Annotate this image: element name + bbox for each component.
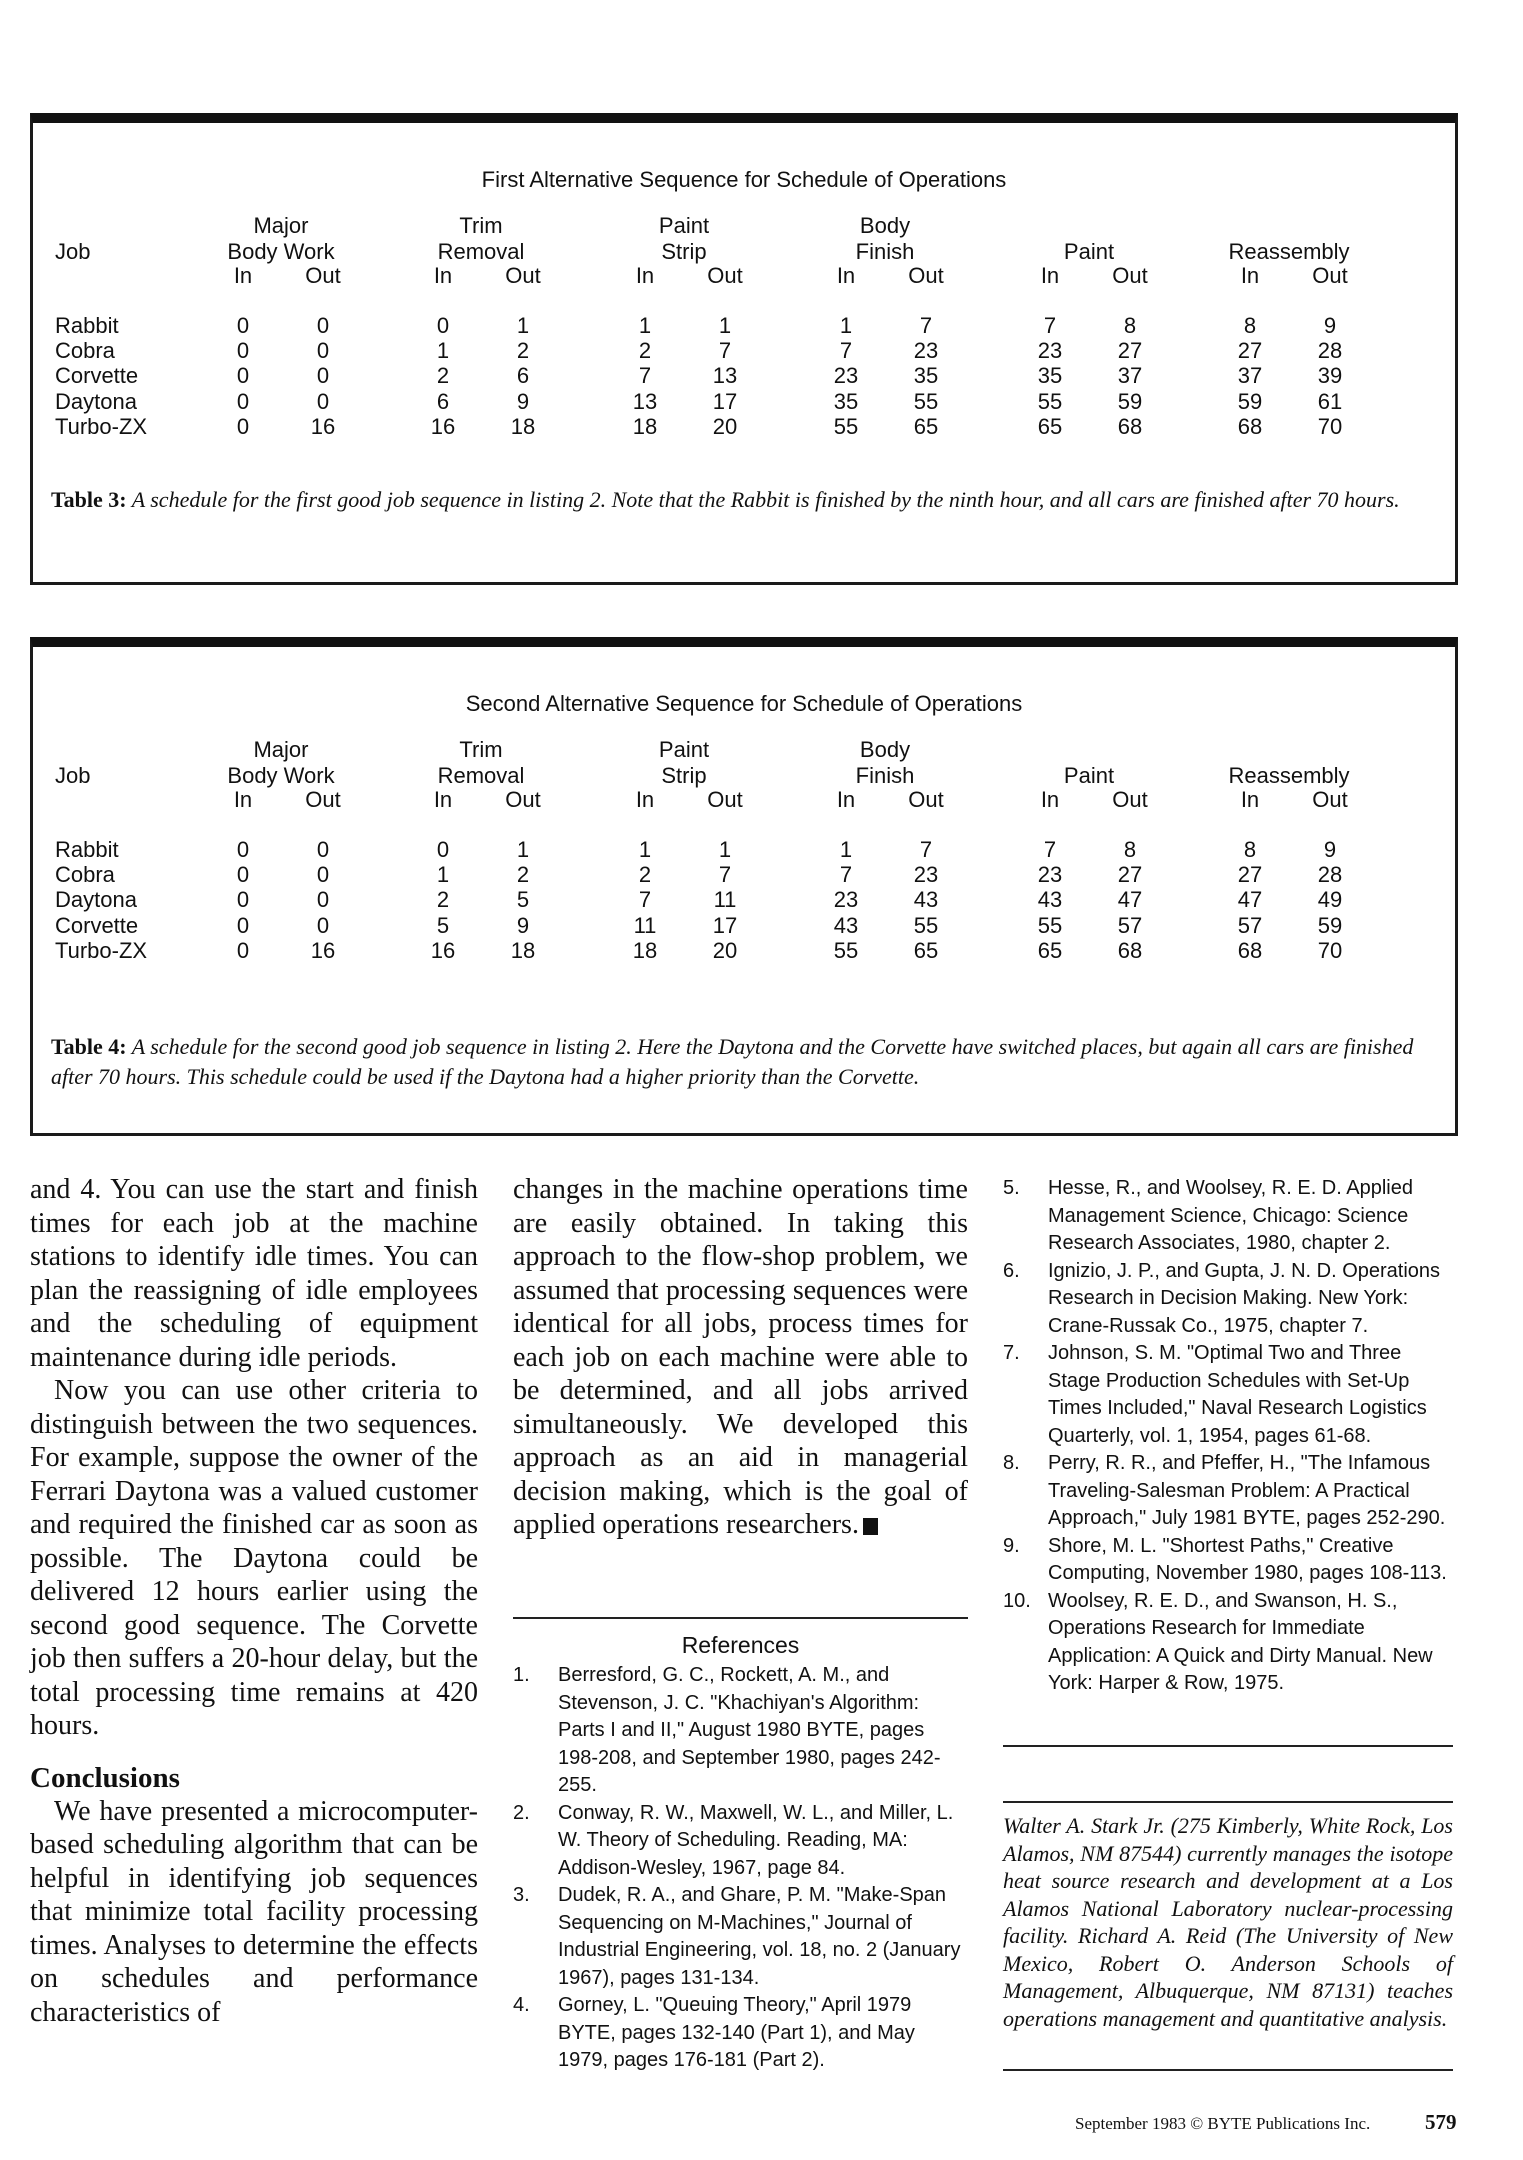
table-cell: 55 xyxy=(1037,388,1063,414)
table-cell: 0 xyxy=(316,338,330,364)
table-cell: 1 xyxy=(638,313,652,338)
references-list-col2 xyxy=(513,1662,968,2075)
table-cell: 9 xyxy=(516,388,530,414)
table-cell: 0 xyxy=(236,912,250,938)
table-cell: 0 xyxy=(236,862,250,888)
table-cell: 0 xyxy=(316,313,330,338)
in-subheader: In xyxy=(635,263,655,288)
table-cell: 57 xyxy=(1237,912,1263,938)
out-subheader: Out xyxy=(505,787,541,812)
table-cell: 49 xyxy=(1317,887,1343,913)
reference-item xyxy=(1003,1340,1453,1450)
table-cell: 27 xyxy=(1117,338,1143,364)
table-cell: 7 xyxy=(718,862,732,888)
table-cell: 55 xyxy=(833,937,859,963)
table-cell: 0 xyxy=(236,937,250,963)
reference-text: Ignizio, J. P., and Gupta, J. N. D. Operations Research in Decision Making. New York: Crane-Russak Co., 1975, chapter 7. xyxy=(1048,1259,1441,1337)
table-cell: 0 xyxy=(236,338,250,364)
references-rule xyxy=(513,1617,968,1619)
table-cell: 8 xyxy=(1243,313,1257,338)
table-cell: 0 xyxy=(236,388,250,414)
table-cell: 1 xyxy=(839,837,853,862)
reference-item xyxy=(1003,1258,1453,1341)
table-cell: 59 xyxy=(1317,912,1343,938)
table-cell: 55 xyxy=(1037,912,1063,938)
table-3-caption-text: A schedule for the first good job sequence in listing 2. Note that the Rabbit is finished by the ninth hour, and all cars are finished after 70 hours. xyxy=(131,487,1400,512)
in-subheader: In xyxy=(1040,787,1060,812)
table-cell: 70 xyxy=(1317,413,1343,439)
table-cell: 37 xyxy=(1237,363,1263,389)
references-heading: References xyxy=(681,1632,800,1658)
table-cell: 43 xyxy=(1037,887,1063,913)
body-column-2 xyxy=(513,1173,968,1542)
column-group-header-line2: Paint xyxy=(1063,239,1115,264)
section-heading-conclusions: Conclusions xyxy=(30,1761,180,1794)
table-cell: 35 xyxy=(833,388,859,414)
table-cell: 0 xyxy=(236,413,250,439)
reference-text: Conway, R. W., Maxwell, W. L., and Miller, L. W. Theory of Scheduling. Reading, MA: Addison-Wesley, 1967, page 84. xyxy=(558,1801,954,1879)
table-cell: 68 xyxy=(1237,413,1263,439)
table-cell: 65 xyxy=(1037,413,1063,439)
table-cell: 1 xyxy=(638,837,652,862)
table-cell: 28 xyxy=(1317,338,1343,364)
table-cell: 1 xyxy=(718,837,732,862)
table-cell: 16 xyxy=(430,413,456,439)
table-cell: 0 xyxy=(316,862,330,888)
paragraph: and 4. You can use the start and finish times for each job at the machine stations to identify idle times. You can plan the reassigning of idle employees and the scheduling of equipment maintenance during idle periods. xyxy=(30,1174,478,1373)
table-3-caption xyxy=(51,485,1437,515)
references-list-col3 xyxy=(1003,1175,1453,1698)
column-group-header-line2: Reassembly xyxy=(1228,763,1350,788)
author-bio: Walter A. Stark Jr. (275 Kimberly, White Rock, Los Alamos, NM 87544) currently manages the isotope heat source research and development at a Los Alamos National Laboratory nuclear-processing facility. Richard A. Reid (The University of New Mexico, Robert O. Anderson Schools of Management, Albuquerque, NM 87131) teaches operations management and quantitative analysis. xyxy=(1003,1813,1453,2031)
table-cell: 18 xyxy=(510,413,536,439)
table-cell: 7 xyxy=(839,338,853,364)
out-subheader: Out xyxy=(1312,787,1348,812)
reference-item xyxy=(1003,1588,1453,1698)
table-cell: 0 xyxy=(316,363,330,389)
reference-item xyxy=(513,1800,968,1883)
in-subheader: In xyxy=(233,787,253,812)
column-group-header-line1: Major xyxy=(253,213,309,238)
in-subheader: In xyxy=(836,787,856,812)
table-row-job: Turbo-ZX xyxy=(55,937,148,963)
page-number: 579 xyxy=(1425,2110,1457,2134)
reference-number: 4. xyxy=(513,1994,530,2016)
table-row-job: Corvette xyxy=(55,363,139,389)
in-subheader: In xyxy=(433,787,453,812)
reference-number: 6. xyxy=(1003,1259,1020,1282)
table-row-job: Cobra xyxy=(55,338,115,364)
table-cell: 1 xyxy=(718,313,732,338)
table-cell: 70 xyxy=(1317,937,1343,963)
table-4-caption-text: A schedule for the second good job sequence in listing 2. Here the Daytona and the Corvette have switched places, but again all cars are finished after 70 hours. This schedule could be used if the Daytona had a higher priority than the Corvette. xyxy=(51,1034,1414,1089)
table-cell: 35 xyxy=(1037,363,1063,389)
table-cell: 8 xyxy=(1123,837,1137,862)
table-cell: 0 xyxy=(236,837,250,862)
reference-number: 2. xyxy=(513,1801,530,1824)
table-cell: 7 xyxy=(638,363,652,389)
table-cell: 18 xyxy=(632,413,658,439)
table-cell: 55 xyxy=(913,388,939,414)
table-cell: 23 xyxy=(913,338,939,364)
table-cell: 1 xyxy=(839,313,853,338)
in-subheader: In xyxy=(836,263,856,288)
column-group-header-line1: Body xyxy=(859,737,911,762)
table-cell: 7 xyxy=(919,313,933,338)
table-cell: 9 xyxy=(1323,313,1337,338)
table-cell: 23 xyxy=(833,887,859,913)
out-subheader: Out xyxy=(305,787,341,812)
out-subheader: Out xyxy=(707,263,743,288)
table-row-job: Rabbit xyxy=(55,313,119,338)
table-cell: 0 xyxy=(236,363,250,389)
table-cell: 11 xyxy=(633,912,657,938)
table-cell: 0 xyxy=(236,313,250,338)
table-cell: 17 xyxy=(712,912,738,938)
column-group-header-line2: Body Work xyxy=(227,763,335,788)
table-cell: 0 xyxy=(236,887,250,913)
table-cell: 0 xyxy=(316,887,330,913)
table-cell: 68 xyxy=(1237,937,1263,963)
references-end-rule xyxy=(1003,1745,1453,1747)
reference-number: 7. xyxy=(1003,1342,1020,1364)
table-row-job: Rabbit xyxy=(55,837,119,862)
out-subheader: Out xyxy=(707,787,743,812)
table-4-box xyxy=(30,637,1458,1136)
table-cell: 65 xyxy=(913,413,939,439)
table-cell: 0 xyxy=(436,837,450,862)
table-cell: 20 xyxy=(712,937,738,963)
column-group-header-line1: Paint xyxy=(658,737,710,762)
table-row-job: Cobra xyxy=(55,862,115,888)
table-cell: 7 xyxy=(1043,837,1057,862)
table-3-caption-label: Table 3: xyxy=(51,487,127,512)
table-cell: 7 xyxy=(839,862,853,888)
out-subheader: Out xyxy=(1312,263,1348,288)
table-cell: 59 xyxy=(1117,388,1143,414)
table-cell: 1 xyxy=(516,313,530,338)
in-subheader: In xyxy=(233,263,253,288)
table-cell: 2 xyxy=(638,338,652,364)
out-subheader: Out xyxy=(305,263,341,288)
table-cell: 6 xyxy=(436,388,450,414)
column-group-header-line1: Major xyxy=(253,737,309,762)
table-cell: 0 xyxy=(436,313,450,338)
table-row-job: Daytona xyxy=(55,388,137,414)
table-cell: 9 xyxy=(1323,837,1337,862)
table-cell: 28 xyxy=(1317,862,1343,888)
reference-item xyxy=(1003,1533,1453,1588)
column-group-header-line2: Strip xyxy=(661,763,707,788)
table-cell: 27 xyxy=(1237,862,1263,888)
table-cell: 11 xyxy=(713,887,737,913)
table-cell: 57 xyxy=(1117,912,1143,938)
table-row-job: Corvette xyxy=(55,912,139,938)
table-cell: 55 xyxy=(913,912,939,938)
table-cell: 59 xyxy=(1237,388,1263,414)
footer-credit: September 1983 © BYTE Publications Inc. xyxy=(1075,2114,1371,2133)
table-cell: 23 xyxy=(1037,862,1063,888)
reference-number: 8. xyxy=(1003,1452,1020,1474)
out-subheader: Out xyxy=(1112,263,1148,288)
reference-text: Hesse, R., and Woolsey, R. E. D. Applied Management Science, Chicago: Science Research Associates, 1980, chapter 2. xyxy=(1048,1177,1413,1254)
reference-text: Gorney, L. "Queuing Theory," April 1979 BYTE, pages 132-140 (Part 1), and May 1979, pages 176-181 (Part 2). xyxy=(558,1994,915,2071)
job-column-header: Job xyxy=(55,239,91,264)
table-row-job: Daytona xyxy=(55,887,137,913)
table-cell: 61 xyxy=(1317,388,1343,414)
column-group-header-line1: Paint xyxy=(658,213,710,238)
paragraph-text: changes in the machine operations time are easily obtained. In taking this approach to the flow-shop problem, we assumed that processing sequences were identical for all jobs, process times for each job on each machine were able to be determined, and all jobs arrived simultaneously. We developed this approach as an aid in managerial decision making, which is the goal of applied operations researchers. xyxy=(513,1174,968,1540)
table-cell: 47 xyxy=(1237,887,1263,913)
table-cell: 39 xyxy=(1317,363,1343,389)
table-cell: 8 xyxy=(1243,837,1257,862)
reference-text: Berresford, G. C., Rockett, A. M., and Stevenson, J. C. "Khachiyan's Algorithm: Parts I and II," August 1980 BYTE, pages 198-208, and September 1980, pages 242-255. xyxy=(558,1664,941,1796)
reference-number: 10. xyxy=(1003,1589,1031,1612)
reference-number: 9. xyxy=(1003,1534,1020,1557)
paragraph: We have presented a microcomputer-based scheduling algorithm that can be helpful in identifying job sequences that minimize total facility processing times. Analyses to determine the effects on schedules and performance characteristics of xyxy=(30,1795,478,2028)
table-cell: 55 xyxy=(833,413,859,439)
table-cell: 13 xyxy=(712,363,738,389)
table-cell: 16 xyxy=(310,937,336,963)
reference-text: Perry, R. R., and Pfeffer, H., "The Infamous Traveling-Salesman Problem: A Practical Approach," July 1981 BYTE, pages 252-290. xyxy=(1048,1452,1446,1529)
table-cell: 43 xyxy=(913,887,939,913)
table-cell: 9 xyxy=(516,912,530,938)
table-cell: 7 xyxy=(919,837,933,862)
table-cell: 18 xyxy=(510,937,536,963)
table-cell: 20 xyxy=(712,413,738,439)
column-group-header-line2: Reassembly xyxy=(1228,239,1350,264)
table-cell: 37 xyxy=(1117,363,1143,389)
table-cell: 7 xyxy=(1043,313,1057,338)
table-cell: 1 xyxy=(436,862,450,888)
column-group-header-line2: Finish xyxy=(855,763,915,788)
table-cell: 1 xyxy=(436,338,450,364)
table-cell: 23 xyxy=(913,862,939,888)
paragraph: Now you can use other criteria to distinguish between the two sequences. For example, suppose the owner of the Ferrari Daytona was a valued customer and required the finished car as soon as possible. The Daytona could be delivered 12 hours earlier using the second good sequence. The Corvette job then suffers a 20-hour delay, but the total processing time remains at 420 hours. xyxy=(30,1375,478,1741)
table-cell: 7 xyxy=(638,887,652,913)
column-group-header-line2: Body Work xyxy=(227,239,335,264)
table-cell: 27 xyxy=(1117,862,1143,888)
paragraph xyxy=(513,1173,968,1542)
table-cell: 2 xyxy=(436,887,450,913)
table-cell: 2 xyxy=(516,862,530,888)
job-column-header: Job xyxy=(55,763,91,788)
table-cell: 17 xyxy=(712,388,738,414)
table-cell: 13 xyxy=(632,388,658,414)
table-cell: 23 xyxy=(833,363,859,389)
out-subheader: Out xyxy=(505,263,541,288)
reference-number: 1. xyxy=(513,1664,530,1686)
table-row-job: Turbo-ZX xyxy=(55,413,148,439)
in-subheader: In xyxy=(1040,263,1060,288)
reference-number: 5. xyxy=(1003,1177,1020,1199)
table-cell: 6 xyxy=(516,363,530,389)
reference-text: Woolsey, R. E. D., and Swanson, H. S., Operations Research for Immediate Application: A Quick and Dirty Manual. New York: Harper & Row, 1975. xyxy=(1048,1589,1433,1694)
reference-item xyxy=(1003,1175,1453,1258)
reference-item xyxy=(513,1992,968,2075)
reference-text: Johnson, S. M. "Optimal Two and Three Stage Production Schedules with Set-Up Times Included," Naval Research Logistics Quarterly, vol. 1, 1954, pages 61-68. xyxy=(1048,1342,1427,1447)
table-4-caption xyxy=(51,1032,1437,1092)
column-group-header-line2: Strip xyxy=(661,239,707,264)
table-cell: 27 xyxy=(1237,338,1263,364)
out-subheader: Out xyxy=(908,263,944,288)
table-cell: 2 xyxy=(516,338,530,364)
table-cell: 2 xyxy=(638,862,652,888)
bio-bottom-rule xyxy=(1003,2069,1453,2071)
table-cell: 0 xyxy=(316,837,330,862)
in-subheader: In xyxy=(1240,263,1260,288)
reference-text: Dudek, R. A., and Ghare, P. M. "Make-Span Sequencing on M-Machines," Journal of Industrial Engineering, vol. 18, no. 2 (January 1967), pages 131-134. xyxy=(558,1884,961,1989)
table-cell: 65 xyxy=(1037,937,1063,963)
table-cell: 8 xyxy=(1123,313,1137,338)
table-cell: 68 xyxy=(1117,937,1143,963)
table-cell: 23 xyxy=(1037,338,1063,364)
table-cell: 7 xyxy=(718,338,732,364)
table-cell: 1 xyxy=(516,837,530,862)
in-subheader: In xyxy=(1240,787,1260,812)
table-cell: 18 xyxy=(632,937,658,963)
table-3-box xyxy=(30,113,1458,585)
reference-text: Shore, M. L. "Shortest Paths," Creative Computing, November 1980, pages 108-113. xyxy=(1048,1534,1447,1584)
out-subheader: Out xyxy=(908,787,944,812)
table-cell: 43 xyxy=(833,912,859,938)
bio-top-rule xyxy=(1003,1801,1453,1803)
table-cell: 47 xyxy=(1117,887,1143,913)
in-subheader: In xyxy=(433,263,453,288)
table-cell: 35 xyxy=(913,363,939,389)
reference-item xyxy=(1003,1450,1453,1533)
table-cell: 16 xyxy=(310,413,336,439)
table-cell: 2 xyxy=(436,363,450,389)
body-column-1 xyxy=(30,1173,478,2029)
reference-number: 3. xyxy=(513,1884,530,1906)
table-cell: 5 xyxy=(516,887,530,913)
table-cell: 16 xyxy=(430,937,456,963)
column-group-header-line1: Trim xyxy=(459,213,503,238)
table-cell: 5 xyxy=(436,912,450,938)
table-cell: 65 xyxy=(913,937,939,963)
column-group-header-line2: Finish xyxy=(855,239,915,264)
column-group-header-line1: Body xyxy=(859,213,911,238)
in-subheader: In xyxy=(635,787,655,812)
table-4-caption-label: Table 4: xyxy=(51,1034,127,1059)
column-group-header-line2: Removal xyxy=(437,763,525,788)
table-4-title: Second Alternative Sequence for Schedule of Operations xyxy=(465,691,1023,716)
column-group-header-line1: Trim xyxy=(459,737,503,762)
table-3-title: First Alternative Sequence for Schedule of Operations xyxy=(481,167,1007,192)
table-cell: 68 xyxy=(1117,413,1143,439)
table-cell: 0 xyxy=(316,388,330,414)
column-group-header-line2: Removal xyxy=(437,239,525,264)
end-of-article-mark-icon xyxy=(863,1518,878,1535)
reference-item xyxy=(513,1882,968,1992)
column-group-header-line2: Paint xyxy=(1063,763,1115,788)
table-cell: 0 xyxy=(316,912,330,938)
reference-item xyxy=(513,1662,968,1800)
out-subheader: Out xyxy=(1112,787,1148,812)
